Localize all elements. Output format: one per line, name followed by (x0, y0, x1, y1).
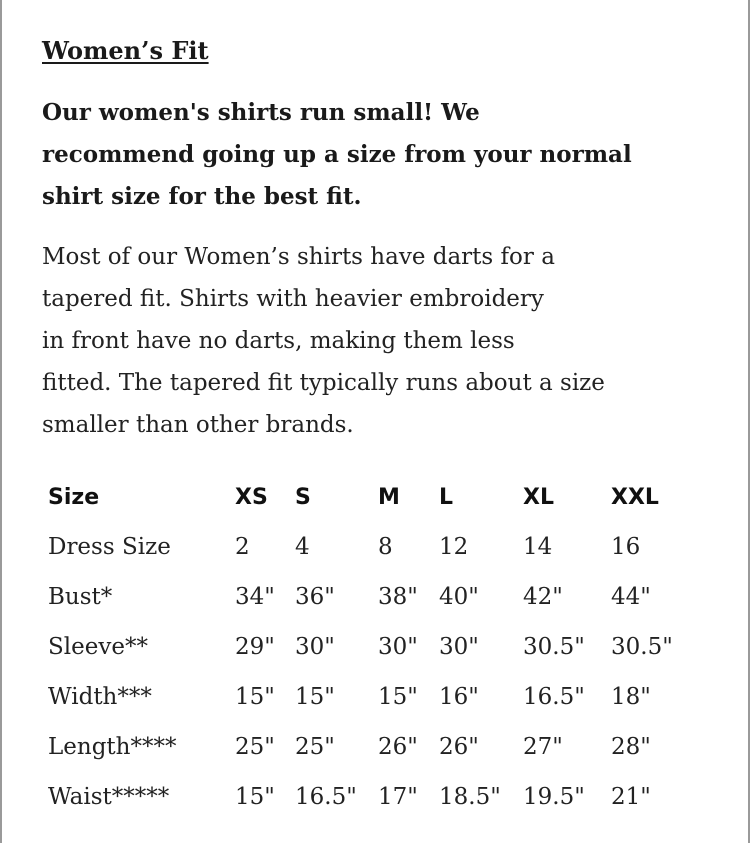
table-row (48, 672, 691, 722)
table-cell: 36" (295, 584, 335, 610)
table-cell: 26" (439, 734, 479, 760)
table-cell: 18" (611, 684, 651, 710)
column-header: L (439, 484, 454, 510)
table-cell: 17" (378, 784, 418, 810)
table-cell: 15" (295, 684, 335, 710)
table-cell: 25" (295, 734, 335, 760)
table-cell: 16 (611, 534, 641, 560)
sizing-notice-line: shirt size for the best fit. (42, 183, 362, 210)
sizing-notice-line: Our women's shirts run small! We (42, 99, 480, 126)
table-cell: 30.5" (611, 634, 673, 660)
table-cell: 30" (378, 634, 418, 660)
column-header: Size (48, 484, 100, 510)
table-cell: 4 (295, 534, 310, 560)
fit-description-line: fitted. The tapered fit typically runs about a size (42, 370, 605, 396)
table-cell: 44" (611, 584, 651, 610)
sizing-notice (42, 92, 722, 218)
fit-description-line: in front have no darts, making them less (42, 328, 515, 354)
column-header: XS (235, 484, 268, 510)
table-cell: 16.5" (523, 684, 585, 710)
table-header-row (48, 472, 691, 522)
table-cell: 19.5" (523, 784, 585, 810)
table-cell: 34" (235, 584, 275, 610)
table-row (48, 622, 691, 672)
table-cell: 30" (295, 634, 335, 660)
table-cell: 15" (235, 784, 275, 810)
table-row (48, 522, 691, 572)
table-row (48, 572, 691, 622)
table-cell: 25" (235, 734, 275, 760)
fit-description (42, 236, 722, 446)
column-header: XL (523, 484, 554, 510)
table-row (48, 772, 691, 822)
table-cell: 16" (439, 684, 479, 710)
column-header: S (295, 484, 311, 510)
table-cell: 27" (523, 734, 563, 760)
table-cell: 30.5" (523, 634, 585, 660)
table-cell: 21" (611, 784, 651, 810)
table-cell: 15" (235, 684, 275, 710)
table-cell: 12 (439, 534, 469, 560)
table-cell: 15" (378, 684, 418, 710)
table-cell: 38" (378, 584, 418, 610)
table-cell: 2 (235, 534, 250, 560)
row-label: Bust* (48, 584, 113, 610)
table-cell: 40" (439, 584, 479, 610)
fit-description-line: tapered fit. Shirts with heavier embroidery (42, 286, 544, 312)
page-title: Women’s Fit (42, 36, 209, 65)
row-label: Width*** (48, 684, 152, 710)
row-label: Waist***** (48, 784, 170, 810)
table-cell: 8 (378, 534, 393, 560)
row-label: Sleeve** (48, 634, 148, 660)
size-chart-table (48, 472, 691, 822)
row-label: Length**** (48, 734, 177, 760)
table-cell: 29" (235, 634, 275, 660)
table-cell: 26" (378, 734, 418, 760)
table-row (48, 722, 691, 772)
table-cell: 28" (611, 734, 651, 760)
table-cell: 18.5" (439, 784, 501, 810)
table-cell: 42" (523, 584, 563, 610)
sizing-notice-line: recommend going up a size from your normal (42, 141, 632, 168)
column-header: M (378, 484, 400, 510)
table-cell: 16.5" (295, 784, 357, 810)
fit-description-line: Most of our Women’s shirts have darts for a (42, 244, 555, 270)
column-header: XXL (611, 484, 659, 510)
fit-description-line: smaller than other brands. (42, 412, 354, 438)
table-cell: 30" (439, 634, 479, 660)
table-cell: 14 (523, 534, 553, 560)
fit-guide (42, 36, 722, 446)
row-label: Dress Size (48, 534, 171, 560)
